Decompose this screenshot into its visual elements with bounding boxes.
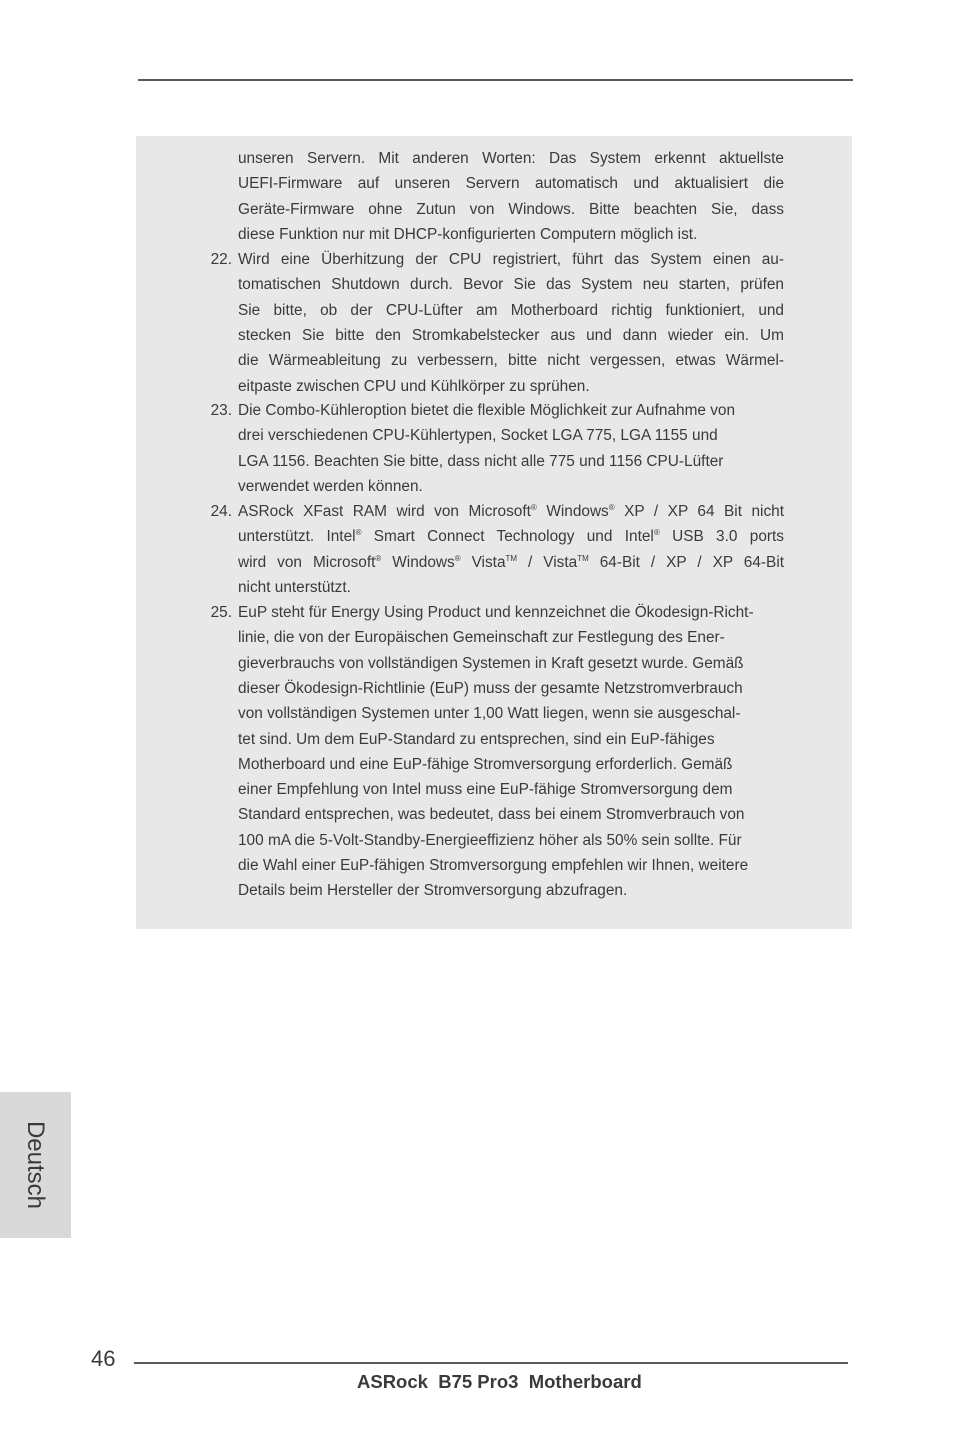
note-number: 23. (210, 402, 232, 419)
trademark-mark: TM (505, 553, 518, 563)
registered-mark: ® (608, 503, 615, 512)
note-line: gieverbrauchs von vollständigen Systemen in Kraft gesetzt wurde. Gemäß (238, 654, 744, 672)
note-line: Wird eine Überhitzung der CPU registriert, führt das System einen au- (238, 251, 784, 268)
note-line: Standard entsprechen, was bedeutet, dass bei einem Stromverbrauch von (238, 806, 745, 824)
note-text: Windows (536, 503, 609, 520)
note-line: Motherboard und eine EuP-fähige Stromversorgung erforderlich. Gemäß (238, 755, 733, 773)
note-number: 24. (210, 503, 232, 520)
note-line: von vollständigen Systemen unter 1,00 Watt liegen, wenn sie ausgeschal- (238, 705, 741, 723)
note-text: Vista (460, 553, 506, 571)
note-line (238, 499, 784, 524)
note-text: USB 3.0 ports (659, 528, 784, 546)
registered-mark: ® (530, 503, 537, 512)
page-number: 46 (91, 1346, 116, 1371)
note-line: Geräte-Firmware ohne Zutun von Windows. Bitte beachten Sie, dass (238, 200, 784, 218)
note-text: wird von Microsoft (238, 553, 376, 571)
note-line: drei verschiedenen CPU-Kühlertypen, Socket LGA 775, LGA 1155 und (238, 427, 718, 445)
note-line: UEFI-Firmware auf unseren Servern automatisch und aktualisiert die (238, 175, 784, 193)
registered-mark: ® (454, 553, 461, 563)
note-line: LGA 1156. Beachten Sie bitte, dass nicht alle 775 und 1156 CPU-Lüfter (238, 452, 724, 470)
language-tab (0, 1092, 71, 1238)
note-line: Details beim Hersteller der Stromversorgung abzufragen. (238, 882, 628, 900)
note-line: diese Funktion nur mit DHCP-konfigurierten Computern möglich ist. (238, 225, 698, 243)
registered-mark: ® (375, 553, 382, 563)
note-line: EuP steht für Energy Using Product und kennzeichnet die Ökodesign-Richt- (238, 604, 754, 621)
note-number: 25. (210, 604, 232, 621)
note-line: linie, die von der Europäischen Gemeinschaft zur Festlegung des Ener- (238, 629, 725, 647)
note-line: tomatischen Shutdown durch. Bevor Sie das System neu starten, prüfen (238, 276, 784, 294)
registered-mark: ® (355, 528, 362, 538)
note-text: ASRock XFast RAM wird von Microsoft (238, 503, 531, 520)
footer-rule (134, 1362, 848, 1364)
note-line: Die Combo-Kühleroption bietet die flexible Möglichkeit zur Aufnahme von (238, 402, 736, 419)
note-line: verwendet werden können. (238, 477, 423, 495)
note-text: / Vista (517, 553, 578, 571)
note-text: Windows (381, 553, 455, 571)
note-text: 64-Bit / XP / XP 64-Bit (588, 553, 785, 571)
note-line: nicht unterstützt. (238, 578, 351, 596)
note-line: unseren Servern. Mit anderen Worten: Das System erkennt aktuellste (238, 150, 784, 167)
note-line: 100 mA die 5-Volt-Standby-Energieeffizienz höher als 50% sein sollte. Für (238, 831, 742, 849)
registered-mark: ® (653, 528, 660, 538)
language-tab-label: Deutsch (22, 1120, 49, 1210)
note-text: unterstützt. Intel (238, 528, 356, 546)
trademark-mark: TM (577, 553, 589, 563)
note-line: eitpaste zwischen CPU und Kühlkörper zu sprühen. (238, 377, 590, 395)
note-line (238, 524, 784, 549)
note-line: tet sind. Um dem EuP-Standard zu entsprechen, sind ein EuP-fähiges (238, 730, 715, 748)
footer-title: ASRock B75 Pro3 Motherboard (357, 1371, 642, 1392)
note-text: Smart Connect Technology und Intel (361, 528, 654, 546)
note-number: 22. (210, 251, 232, 268)
note-line: stecken Sie bitte den Stromkabelstecker aus und dann wieder ein. Um (238, 326, 784, 344)
note-line: Sie bitte, ob der CPU-Lüfter am Motherboard richtig funktioniert, und (238, 301, 784, 319)
note-line: die Wärmeableitung zu verbessern, bitte nicht vergessen, etwas Wärmel- (238, 352, 784, 370)
note-line (238, 550, 784, 575)
note-line: dieser Ökodesign-Richtlinie (EuP) muss der gesamte Netzstromverbrauch (238, 679, 743, 697)
note-line: die Wahl einer EuP-fähigen Stromversorgung empfehlen wir Ihnen, weitere (238, 857, 749, 874)
header-rule (138, 79, 853, 81)
note-text: XP / XP 64 Bit nicht (614, 503, 784, 520)
note-line: einer Empfehlung von Intel muss eine EuP-fähige Stromversorgung dem (238, 781, 733, 799)
